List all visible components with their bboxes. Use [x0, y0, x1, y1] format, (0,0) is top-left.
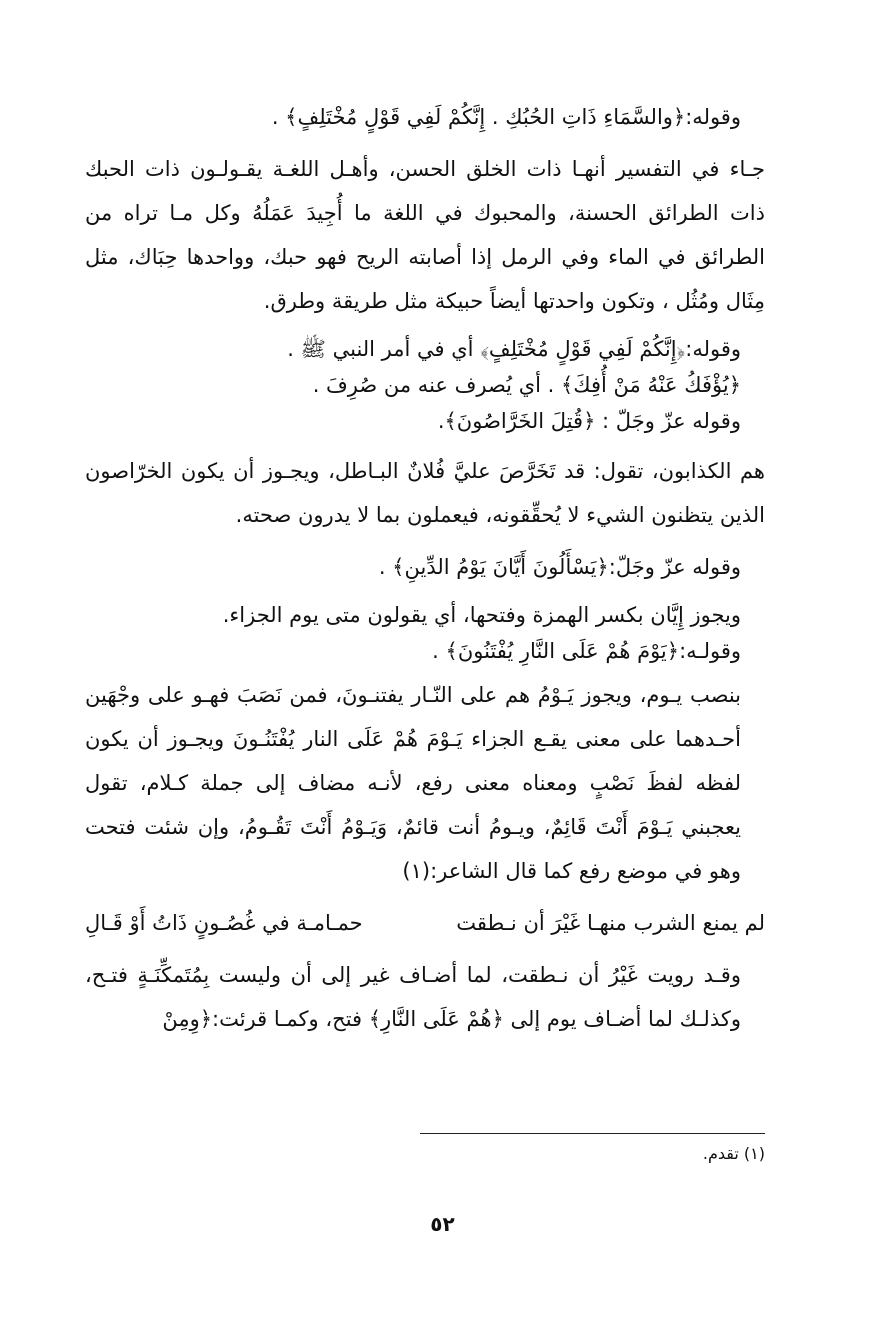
paragraph-turned-away: ﴿يُؤْفَكُ عَنْهُ مَنْ أُفِكَ﴾ . أي يُصرف عنه من صُرِفَ .: [312, 373, 741, 397]
page-body: [85, 95, 765, 1049]
paragraph-grammar-discussion: بنصب يـوم، ويجوز يَـوْمُ هم على النّـار يفتنـونَ، فمن نَصَبَ فهـو على وجْهَين أحـدهما على معنى يقـع الجزاء يَـوْمَ هُمْ عَلَى النار يُفْتَنُـونَ ويجـوز أن يكون لفظه لفظَ نَصْبٍ ومعناه معنى رفع، لأنـه مضاف إلى جملة كـلام، تقول يعجبني يَـوْمَ أَنْتَ قَائِمٌ، ويـومُ أنت قائمٌ، وَيَـوْمُ أَنْتَ تَقُـومُ، وإن شئت فتحت وهو في موضع رفع كما قال الشاعر:(١): [85, 683, 741, 883]
paragraph-ayyan-reading: ويجوز إِيَّان بكسر الهمزة وفتحها، أي يقولون متى يوم الجزاء.: [222, 603, 741, 627]
paragraph-liars-verse: وقوله عزّ وجَلّ : ﴿قُتِلَ الخَرَّاصُونَ﴾.: [437, 409, 741, 433]
paragraph-differing-speech: وقوله:﴿إِنَّكُمْ لَفِي قَوْلٍ مُخْتَلِفٍ﴾ أي في أمر النبي ﷺ .: [287, 337, 741, 361]
paragraph-hubuk-explanation: جـاء في التفسير أنهـا ذات الخلق الحسن، وأهـل اللغـة يقـولـون ذات الحبك ذات الطرائق الحسنة، والمحبوك في اللغة ما أُجِيدَ عَمَلُهُ وكل مـا تراه من الطرائق في الماء وفي الرمل إذا أصابته الريح فهو حبك، وواحدها حِبَاك، مثل مِثَال ومُثُل ، وتكون واحدتها أيضاً حبيكة مثل طريقة وطرق.: [85, 157, 765, 313]
paragraph-quran-heavens: وقوله:﴿والسَّمَاءِ ذَاتِ الحُبُكِ . إِنَّكُمْ لَفِي قَوْلٍ مُخْتَلِفٍ﴾ .: [271, 105, 741, 129]
paragraph-liars-explanation: هم الكذابون، تقول: قد تَخَرَّصَ عليَّ فُلانٌ البـاطل، ويجـوز أن يكون الخرّاصون الذين يتظنون الشيء لا يُحقِّقونه، فيعملون بما لا يدرون صحته.: [85, 459, 765, 527]
footnote: (١) تقدم.: [702, 1144, 765, 1163]
verse-first-hemistich: لم يمنع الشرب منهـا غَيْرَ أن نـطقت: [456, 911, 765, 935]
paragraph-closing: وقـد رويت غَيْرُ أن نـطقت، لما أضـاف غير إلى أن وليست بِمُتَمكِّنَـةٍ فتـح، وكذلـك لما أضـاف يوم إلى ﴿هُمْ عَلَى النَّارِ﴾ فتح، وكمـا قرئت:﴿وِمِنْ: [85, 963, 741, 1031]
paragraph-fire-verse: وقولـه:﴿يَوْمَ هُمْ عَلَى النَّارِ يُفْتَنُونَ﴾ .: [432, 639, 741, 663]
poetry-verse: [85, 901, 765, 945]
paragraph-day-of-judgment: وقوله عزّ وجَلّ:﴿يَسْأَلُونَ أَيَّانَ يَوْمُ الدِّينِ﴾ .: [378, 555, 741, 579]
verse-second-hemistich: حمـامـة في غُصُـونٍ ذَاتُ أَوْ قَـالِ: [85, 911, 363, 935]
footnote-divider: [420, 1133, 765, 1134]
page-number: ٥٢: [430, 1212, 455, 1236]
